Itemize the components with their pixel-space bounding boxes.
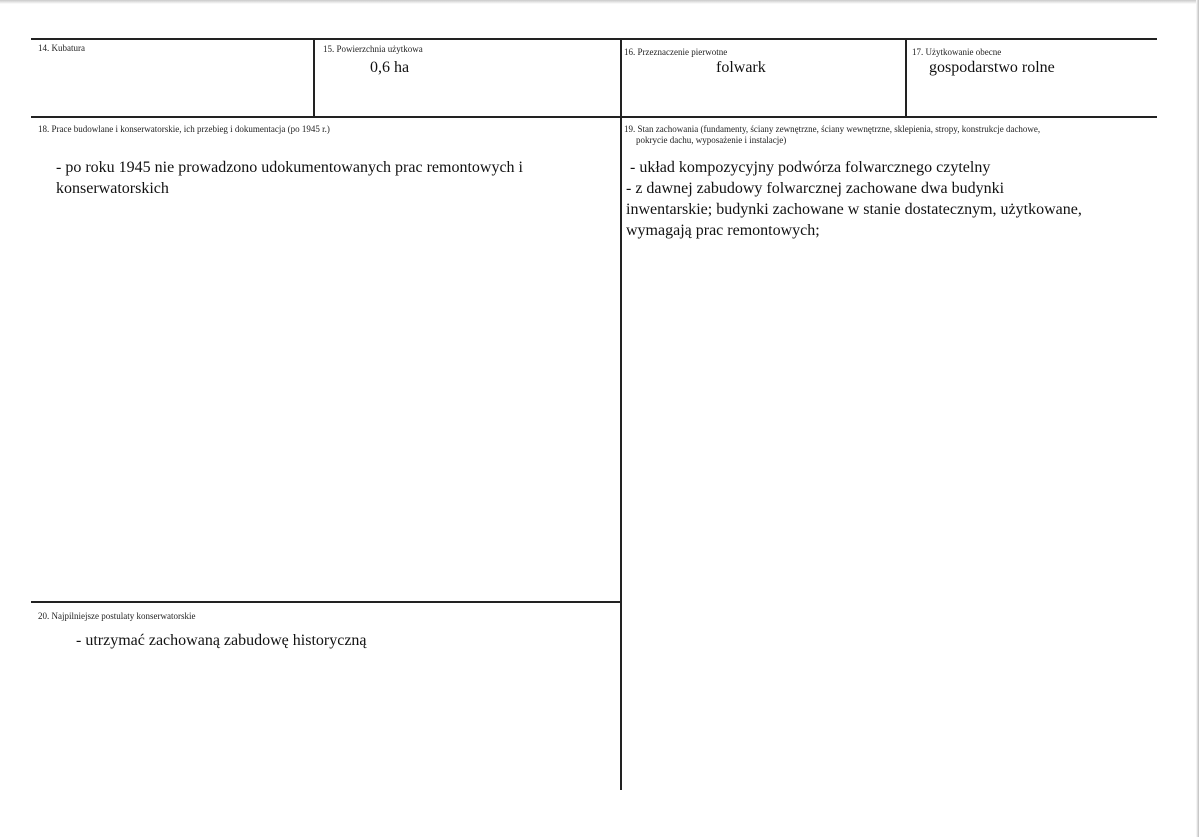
field-20-line: - utrzymać zachowaną zabudowę historyczną xyxy=(76,632,367,649)
field-15-label: 15. Powierzchnia użytkowa xyxy=(323,44,423,54)
field-18-label: 18. Prace budowlane i konserwatorskie, ich przebieg i dokumentacja (po 1945 r.) xyxy=(38,124,330,134)
divider-16-17 xyxy=(905,38,907,117)
field-19-label-cont: pokrycie dachu, wyposażenie i instalacje) xyxy=(636,135,787,145)
divider-center xyxy=(620,38,622,790)
field-17-label: 17. Użytkowanie obecne xyxy=(912,47,1002,57)
field-20-text[interactable] xyxy=(76,630,596,651)
row1-bottom-rule xyxy=(31,116,1157,118)
section-18-bottom-rule xyxy=(31,601,621,603)
field-19-line: inwentarskie; budynki zachowane w stanie dostatecznym, użytkowane, xyxy=(626,201,1082,218)
field-19-text[interactable] xyxy=(626,157,1146,241)
field-19-line: - z dawnej zabudowy folwarcznej zachowane dwa budynki xyxy=(626,180,1005,197)
field-19-label: 19. Stan zachowania (fundamenty, ściany zewnętrzne, ściany wewnętrzne, sklepienia, stropy, konstrukcje dachowe, xyxy=(624,124,1041,134)
field-20-label: 20. Najpilniejsze postulaty konserwatorskie xyxy=(38,611,196,621)
top-rule xyxy=(31,38,1157,40)
field-17-value[interactable]: gospodarstwo rolne xyxy=(929,59,1055,76)
field-19-line: wymagają prac remontowych; xyxy=(626,222,820,239)
field-15-value[interactable]: 0,6 ha xyxy=(370,59,410,76)
field-16-value[interactable]: folwark xyxy=(716,59,766,76)
field-18-line: - po roku 1945 nie prowadzono udokumentowanych prac remontowych i xyxy=(56,159,523,176)
field-16-label: 16. Przeznaczenie pierwotne xyxy=(624,47,728,57)
field-14-label: 14. Kubatura xyxy=(38,43,85,53)
scan-top-edge xyxy=(0,0,1199,4)
field-19-line: - układ kompozycyjny podwórza folwarcznego czytelny xyxy=(626,159,991,176)
divider-14-15 xyxy=(313,38,315,117)
field-18-line: konserwatorskich xyxy=(56,180,169,197)
field-18-text[interactable] xyxy=(56,157,606,199)
